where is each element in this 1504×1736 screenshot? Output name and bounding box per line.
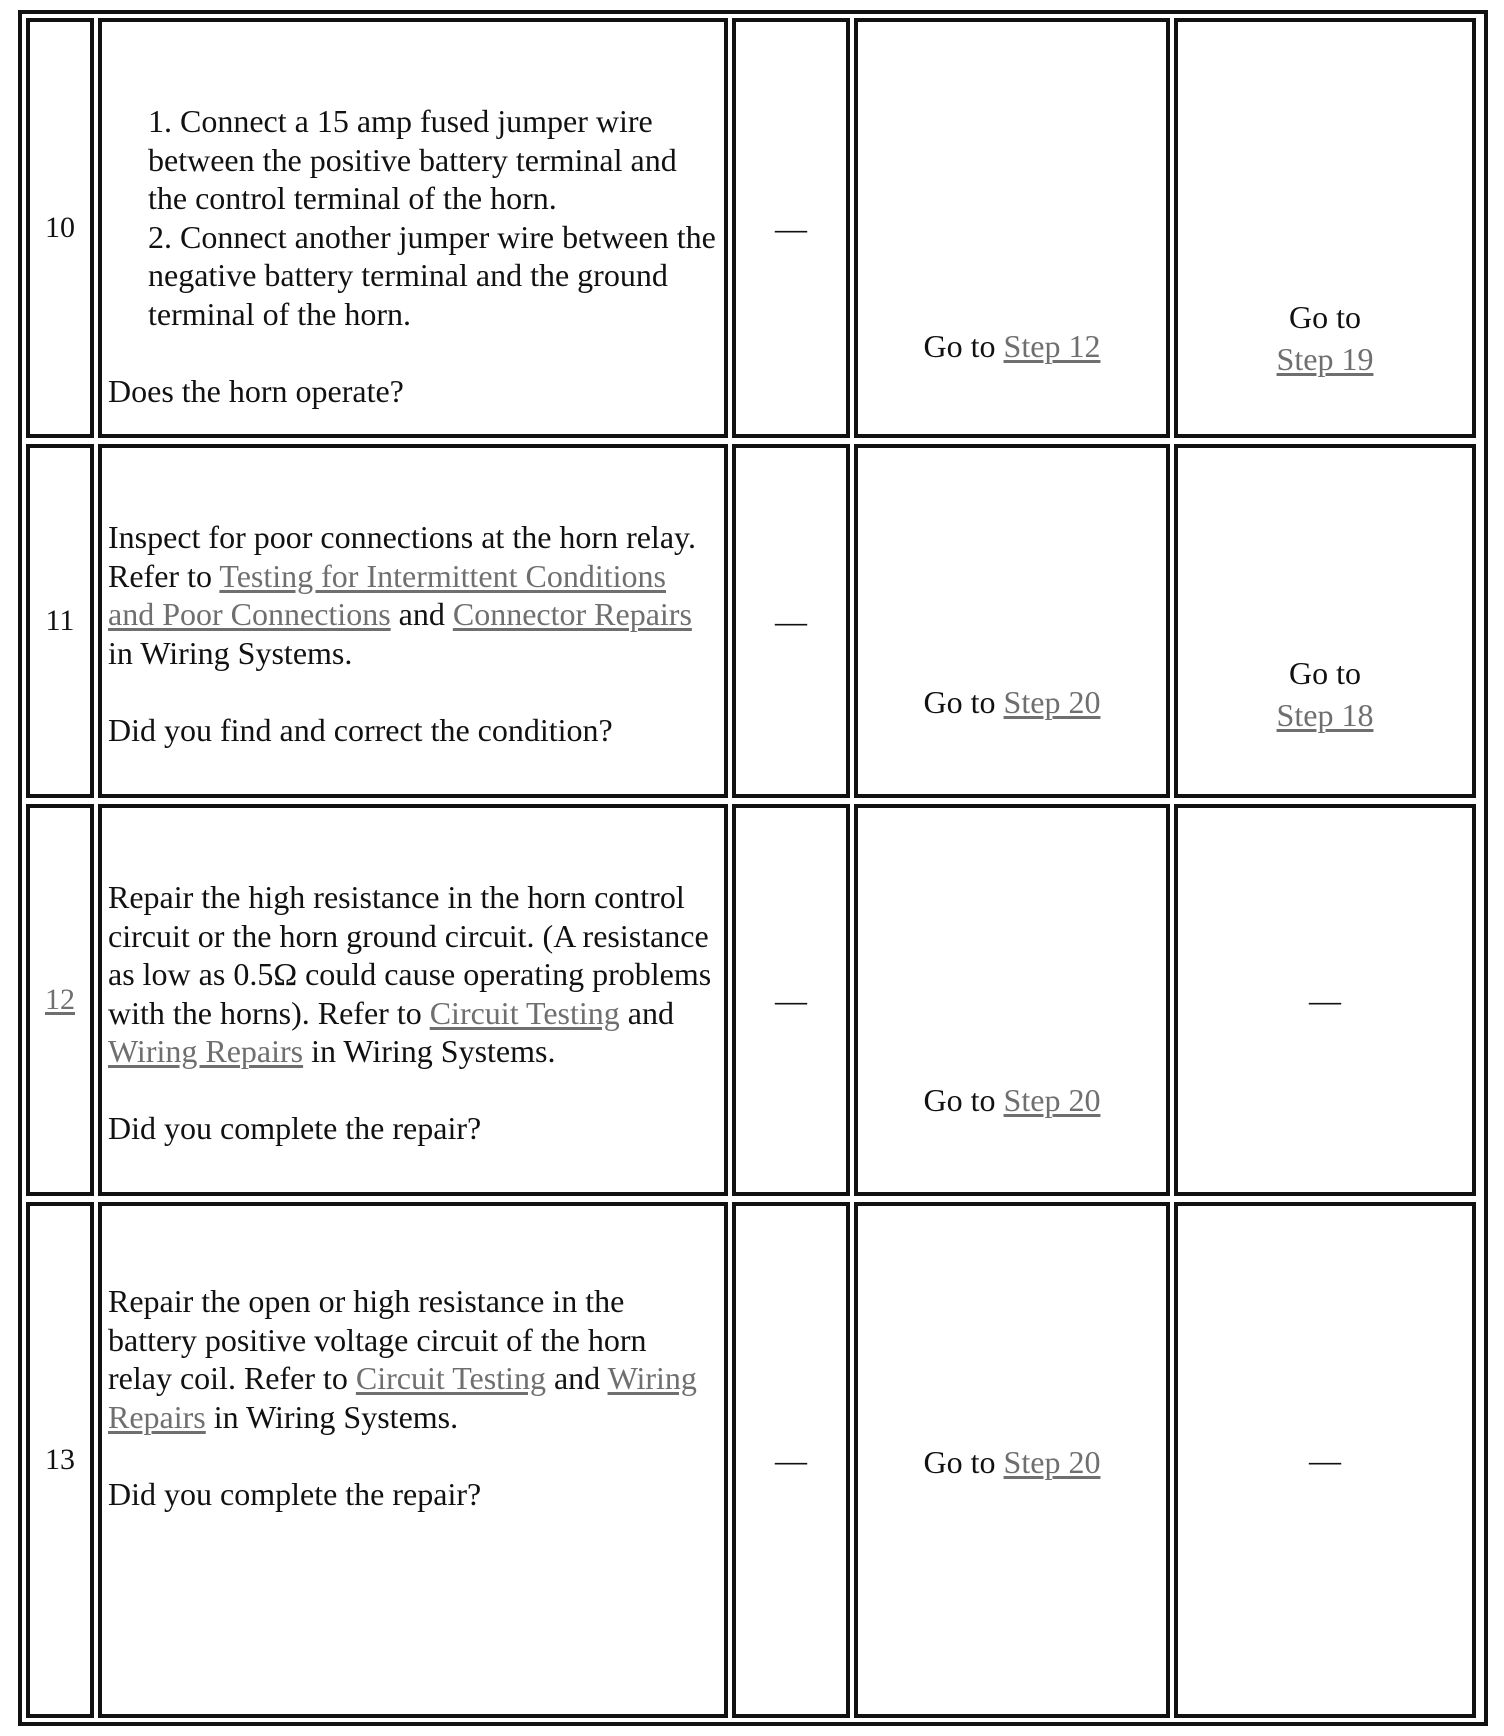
question-text: Did you complete the repair? [108, 1110, 482, 1146]
yes-cell [854, 444, 1170, 798]
step-number-cell [26, 18, 94, 438]
step-number-cell [26, 444, 94, 798]
no-cell [1174, 1202, 1476, 1718]
step-number-cell [26, 1202, 94, 1718]
circuit-testing-link[interactable]: Circuit Testing [429, 994, 620, 1031]
value-cell [732, 18, 850, 438]
no-cell [1174, 444, 1476, 798]
value-cell [732, 444, 850, 798]
circuit-testing-link[interactable]: Circuit Testing [355, 1360, 546, 1396]
action-text: Repair the open or high resistance in the battery positive voltage circuit of the horn relay coil. Refer to Circuit Testing and Wiring Repairs in Wiring Systems. [108, 1283, 697, 1435]
step-20-link[interactable]: Step 20 [1003, 1082, 1101, 1118]
wiring-repairs-link[interactable]: Wiring Repairs [108, 1360, 697, 1435]
action-text: Inspect for poor connections at the horn relay. Refer to Testing for Intermittent Conditions and Poor Connections and Connector Repairs in Wiring Systems. [108, 519, 696, 671]
action-list-item: 1. Connect a 15 amp fused jumper wire between the positive battery terminal and the control terminal of the horn. [148, 103, 677, 216]
step-20-link[interactable]: Step 20 [1003, 1444, 1101, 1480]
step-number: 13 [45, 1443, 75, 1476]
value-cell [732, 804, 850, 1196]
yes-prefix: Go to [923, 328, 996, 364]
step-18-link[interactable]: Step 18 [1276, 697, 1374, 733]
testing-intermittent-link[interactable]: Testing for Intermittent Conditions and Poor Connections [108, 557, 666, 632]
question-text: Did you complete the repair? [108, 1475, 482, 1512]
yes-cell [854, 804, 1170, 1196]
wiring-repairs-link[interactable]: Wiring Repairs [108, 1033, 304, 1069]
no-value-dash: — [1309, 1441, 1341, 1478]
action-cell [98, 444, 728, 798]
step-number: 10 [45, 211, 75, 244]
yes-prefix: Go to [923, 684, 996, 720]
connector-repairs-link[interactable]: Connector Repairs [452, 596, 692, 632]
value-dash: — [775, 209, 807, 246]
no-cell [1174, 18, 1476, 438]
yes-prefix: Go to [923, 1444, 996, 1480]
value-dash: — [775, 1441, 807, 1478]
question-text: Did you find and correct the condition? [108, 711, 613, 748]
no-prefix: Go to [1289, 299, 1361, 335]
value-dash: — [775, 981, 807, 1018]
value-dash: — [775, 602, 807, 639]
diagnostic-table [18, 10, 1488, 1726]
yes-cell [854, 18, 1170, 438]
value-cell [732, 1202, 850, 1718]
step-20-link[interactable]: Step 20 [1003, 684, 1101, 720]
step-12-link[interactable]: Step 12 [1003, 328, 1101, 364]
no-cell [1174, 804, 1476, 1196]
step-number-cell [26, 804, 94, 1196]
step-number: 11 [45, 604, 75, 637]
action-cell [98, 804, 728, 1196]
action-text: Repair the high resistance in the horn control circuit or the horn ground circuit. (A resistance as low as 0.5Ω could cause operating problems with the horns). Refer to Circuit Testing and Wiring Repairs in Wiring Systems. [108, 879, 712, 1069]
action-cell [98, 18, 728, 438]
no-value-dash: — [1309, 981, 1341, 1018]
no-prefix: Go to [1289, 655, 1361, 691]
yes-prefix: Go to [923, 1082, 996, 1118]
yes-cell [854, 1202, 1170, 1718]
action-list-item: 2. Connect another jumper wire between the negative battery terminal and the ground terminal of the horn. [148, 218, 716, 332]
question-text: Does the horn operate? [108, 372, 404, 409]
step-12-anchor-link[interactable]: 12 [45, 983, 75, 1016]
action-cell [98, 1202, 728, 1718]
step-19-link[interactable]: Step 19 [1276, 341, 1374, 377]
